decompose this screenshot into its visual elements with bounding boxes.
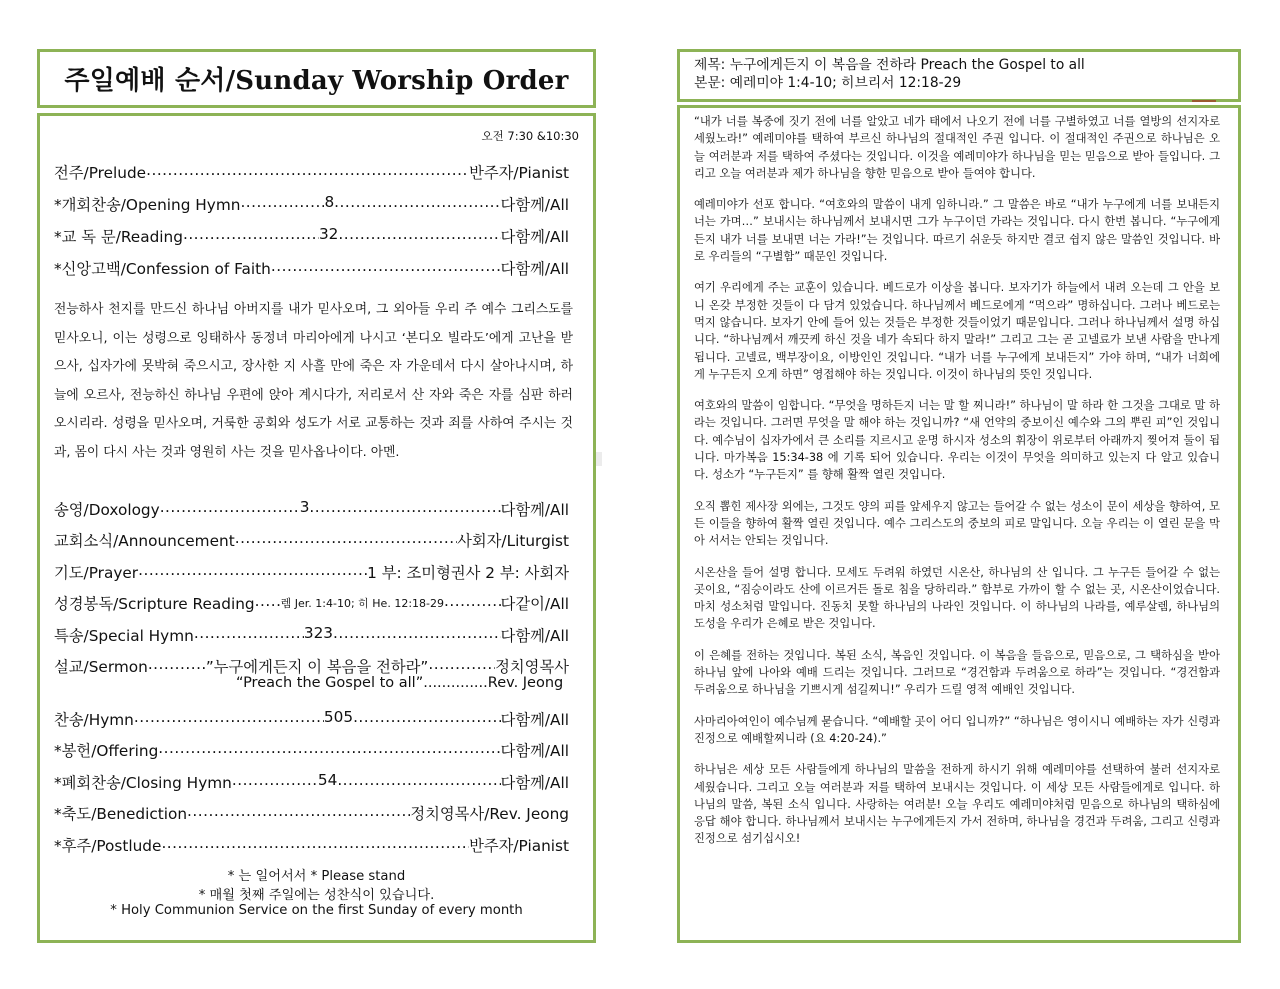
sermon-body-box <box>677 105 1241 943</box>
sermon-paragraph: 시온산을 들어 설명 합니다. 모세도 두려워 하였던 시온산, 하나님의 산 입니다. 그 누구든 들어갈 수 없는 곳이요, “짐승이라도 산에 이르거든 돌로 침을 당하리라.” 함부로 가까이 할 수 없는 곳, 시온산이었습니다. 마치 성소처럼 말입니다. 진동치 못할 하나님의 나라인 것입니다. 이 하나님의 나라를, 예루살렘, 하나님의 도성을 우리가 은혜로 받은 것입니다. <box>694 565 1220 631</box>
sermon-english-title: “Preach the Gospel to all”..............Rev. Jeong <box>236 675 564 691</box>
sermon-paragraph: “내가 너를 복중에 짓기 전에 너를 알았고 네가 태에서 나오기 전에 너를 구별하였고 너를 열방의 선지자로 세웠노라!” 예레미야를 택하여 부르신 하나님의 절대적인 주권 입니다. 이 절대적인 주권으로 하나님은 오늘 여러분과 저를 택하여 주셨다는 것입니다. 이것을 예레미야가 하나님을 믿는 믿음으로 받아 들입니다. 그리고 오늘 여러분과 제가 하나님을 향한 믿음으로 받아 들여야 합니다. <box>694 115 1220 180</box>
order-item-offering: *봉헌/Offering ..... 다함께/All <box>54 739 569 761</box>
order-item-special-hymn: 특송/Special Hymn ..... 323 ..... 다함께/All <box>54 624 569 646</box>
order-item-doxology: 송영/Doxology ..... 3 ..... 다함께/All <box>54 498 569 520</box>
footer-note-communion-ko: * 매월 첫째 주일에는 성찬식이 있습니다. <box>198 888 435 903</box>
order-item-announcement: 교회소식/Announcement ..... 사회자/Liturgist <box>54 529 569 551</box>
footer-note-stand: * 는 일어서서 * Please stand <box>227 869 406 884</box>
order-item-reading: *교 독 문/Reading ..... 32 ..... 다함께/All <box>54 225 569 247</box>
order-item-closing-hymn: *폐회찬송/Closing Hymn ..... 54 ..... 다함께/All <box>54 771 569 793</box>
sermon-paragraph: 오직 뽑힌 제사장 외에는, 그것도 양의 피를 앞세우지 않고는 들어갈 수 없는 성소이 문이 세상을 향하여, 모든 이들을 향하여 활짝 열린 것입니다. 예수 그리스도의 중보의 피로 말입니다. 오늘 우리는 이 열린 문을 막아 서서는 안되는 것입니다. <box>694 499 1220 548</box>
sermon-paragraph: 하나님은 세상 모든 사람들에게 하나님의 말씀을 전하게 하시기 위해 예레미야를 선택하여 불러 선지자로 세웠습니다. 그리고 오늘 여러분과 저를 택하여 보내시는 것입니다. 이 세상 모든 사람들에게로 입니다. 하나님의 말씀, 복된 소식 입니다. 사랑하는 여러분! 오늘 우리도 예레미야처럼 믿음으로 하나님의 택하심에 응답 해야 합니다. 하나님께서 보내시는 누구에게든지 가서 전하며, 하나님을 경건과 두려움, 그리고 신령과 진정으로 섬기십시오! <box>694 763 1220 846</box>
sermon-paragraph: 여호와의 말씀이 임합니다. “무엇을 명하든지 너는 말 할 찌니라!” 하나님이 말 하라 한 그것을 그대로 말 하라는 것입니다. 그러면 무엇을 말 해야 하는 것입니까? “새 언약의 중보이신 예수와 그의 뿌린 피”인 것입니다. 예수님이 십자가에서 큰 소리를 지르시고 운명 하시자 성소의 휘장이 위로부터 아래까지 찢어져 둘이 됩니다. 마가복음 15:34-38 에 기록 되어 있습니다. 우리는 이것이 무엇을 의미하고 있는지 다 알고 있습니다. 성소가 “누구든지” 를 향해 활짝 열린 것입니다. <box>694 399 1220 482</box>
sermon-title: 제목: 누구에게든지 이 복음을 전하라 Preach the Gospel to all <box>694 57 1085 73</box>
worship-order-box <box>37 113 596 943</box>
sermon-header-box <box>677 49 1241 102</box>
sermon-text-reference: 본문: 예레미야 1:4-10; 히브리서 12:18-29 <box>694 75 962 91</box>
order-item-prayer: 기도/Prayer ..... 1 부: 조미형권사 2 부: 사회자 <box>54 561 569 583</box>
sermon-paragraph: 사마리아여인이 예수님께 묻습니다. “예배할 곳이 어디 입니까?” “하나님은 영이시니 예배하는 자가 신령과 진정으로 예배할찌니라 (요 4:20-24).” <box>694 714 1220 745</box>
order-item-benediction: *축도/Benediction ..... 정치영목사/Rev. Jeong <box>54 802 569 824</box>
order-item-sermon: 설교/Sermon ..... ”누구에게든지 이 복음을 전하라” ..... 정치영목사 <box>54 655 569 677</box>
sermon-paragraph: 예레미야가 선포 합니다. “여호와의 말씀이 내게 임하니라.” 그 말씀은 바로 “내가 누구에게 너를 보내든지 너는 가며…” 보내시는 하나님께서 보내시면 그가 누구이던 가라는 것입니다. 다시 한번 봅니다. “누구에게든지 내가 너를 보내면 너는 가라!”는 것입니다. 따르기 쉬운듯 하지만 결코 쉽지 않은 말씀인 것입니다. 바로 우리들의 “구별함” 때문인 것입니다. <box>694 198 1220 264</box>
footer-note-communion-en: * Holy Communion Service on the first Sunday of every month <box>110 903 523 918</box>
worship-order-title-box <box>37 49 596 108</box>
sermon-paragraph: 이 은혜를 전하는 것입니다. 복된 소식, 복음인 것입니다. 이 복음을 들음으로, 믿음으로, 그 택하심을 받아 하나님 앞에 나아와 예배 드리는 것입니다. 그러므로 “경건함과 두려움으로 하라”는 것입니다. “경건함과 두려움으로 하나님을 기쁘시게 섬길찌니!” 우리가 드릴 영적 예배인 것입니다. <box>694 648 1220 697</box>
order-item-prelude: 전주/Prelude ..... 반주자/Pianist <box>54 161 569 183</box>
order-item-hymn: 찬송/Hymn ..... 505 ..... 다함께/All <box>54 708 569 730</box>
accent-line <box>1192 100 1216 102</box>
service-time: 오전 7:30 &10:30 <box>481 129 579 143</box>
apostles-creed-text: 전능하사 천지를 만드신 하나님 아버지를 내가 믿사오며, 그 외아들 우리 주 예수 그리스도를 믿사오니, 이는 성령으로 잉태하사 동정녀 마리아에게 나시고 ‘본디오 빌라도’에게 고난을 받으사, 십자가에 못박혀 죽으시고, 장사한 지 사흘 만에 죽은 자 가운데서 다시 살아나시며, 하늘에 오르사, 전능하신 하나님 우편에 앉아 계시다가, 저리로서 산 자와 죽은 자를 심판 하러 오시리라. 성령을 믿사오며, 거룩한 공회와 성도가 서로 교통하는 것과 죄를 사하여 주시는 것과, 몸이 다시 사는 것과 영원히 사는 것을 믿사옵나이다. 아멘. <box>54 302 573 460</box>
order-item-confession-of-faith: *신앙고백/Confession of Faith ..... 다함께/All <box>54 257 569 279</box>
order-item-postlude: *후주/Postlude ..... 반주자/Pianist <box>54 834 569 856</box>
worship-order-title: 주일예배 순서/Sunday Worship Order <box>64 66 569 96</box>
sermon-paragraph: 여기 우리에게 주는 교훈이 있습니다. 베드로가 이상을 봅니다. 보자기가 하늘에서 내려 오는데 그 안을 보니 온갖 부정한 것들이 다 담겨 있었습니다. 하나님께서 베드로에게 “먹으라” 명하십니다. 그러나 베드로는 먹지 않습니다. 보자기 안에 들어 있는 것들은 부정한 것들이었기 때문입니다. 그러나 하나님께서 설명 하십니다. “하나님께서 깨끗케 하신 것을 네가 속되다 하지 말라!” 그리고 그는 곧 고넬료가 보낸 사람을 만나게 됩니다. 고넬료, 백부장이요, 이방인인 것입니다. “내가 너를 누구에게 보내든지” 가야 하며, “내가 너희에게 누구든지 오게 하면” 영접해야 하는 것입니다. 이것이 하나님의 뜻인 것입니다. <box>694 281 1220 381</box>
order-item-scripture-reading: 성경봉독/Scripture Reading ..... 렘 Jer. 1:4-10; 히 He. 12:18-29 ..... 다같이/All <box>54 592 569 614</box>
page-separator-mark <box>596 452 602 466</box>
order-item-opening-hymn: *개회찬송/Opening Hymn ..... 8 ..... 다함께/All <box>54 193 569 215</box>
